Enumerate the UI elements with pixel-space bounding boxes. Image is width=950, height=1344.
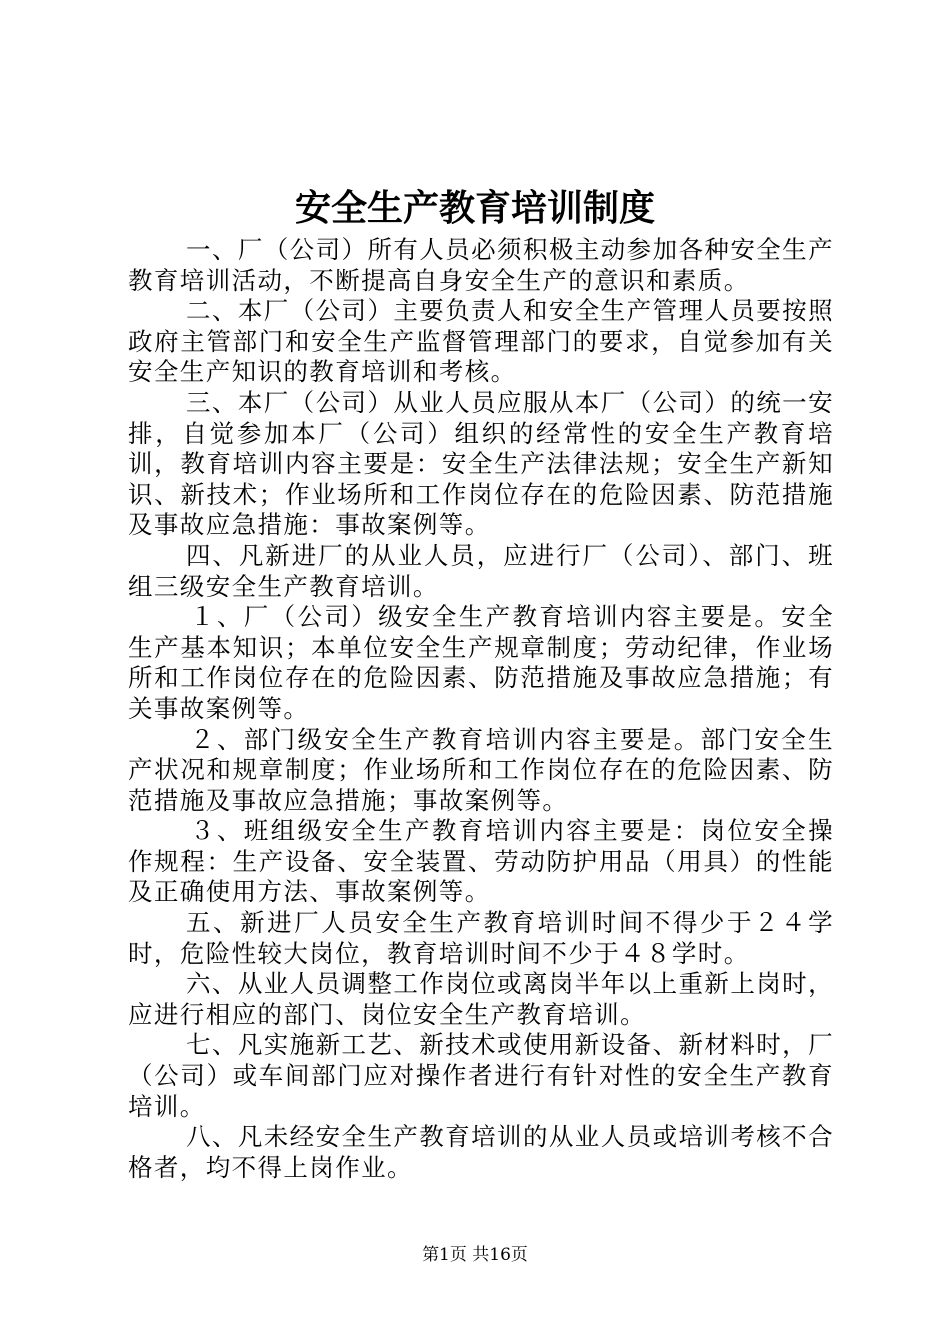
- page-footer: 第1页 共16页: [422, 1245, 528, 1265]
- paragraph-7: 七、凡实施新工艺、新技术或使用新设备、新材料时，厂（公司）或车间部门应对操作者进行有针对性的安全生产教育培训。: [128, 1030, 834, 1121]
- paragraph-1: 一、厂（公司）所有人员必须积极主动参加各种安全生产教育培训活动，不断提高自身安全生产的意识和素质。: [128, 235, 834, 295]
- paragraph-8: 八、凡未经安全生产教育培训的从业人员或培训考核不合格者，均不得上岗作业。: [128, 1122, 834, 1182]
- paragraph-2: 二、本厂（公司）主要负责人和安全生产管理人员要按照政府主管部门和安全生产监督管理部门的要求，自觉参加有关安全生产知识的教育培训和考核。: [128, 296, 834, 387]
- paragraph-6: 六、从业人员调整工作岗位或离岗半年以上重新上岗时，应进行相应的部门、岗位安全生产教育培训。: [128, 969, 834, 1029]
- paragraph-4-item-1: １、厂（公司）级安全生产教育培训内容主要是。安全生产基本知识；本单位安全生产规章制度；劳动纪律，作业场所和工作岗位存在的危险因素、防范措施及事故应急措施；有关事故案例等。: [128, 602, 834, 723]
- paragraph-4-item-3: ３、班组级安全生产教育培训内容主要是：岗位安全操作规程：生产设备、安全装置、劳动防护用品（用具）的性能及正确使用方法、事故案例等。: [128, 816, 834, 907]
- document-body: [128, 235, 834, 1183]
- paragraph-4: 四、凡新进厂的从业人员，应进行厂（公司）、部门、班组三级安全生产教育培训。: [128, 540, 834, 601]
- document-title: 安全生产教育培训制度: [294, 187, 655, 229]
- paragraph-3: 三、本厂（公司）从业人员应服从本厂（公司）的统一安排，自觉参加本厂（公司）组织的经常性的安全生产教育培训，教育培训内容主要是：安全生产法律法规；安全生产新知识、新技术；作业场所和工作岗位存在的危险因素、防范措施及事故应急措施：事故案例等。: [128, 387, 834, 540]
- paragraph-5: 五、新进厂人员安全生产教育培训时间不得少于２４学时，危险性较大岗位，教育培训时间不少于４８学时。: [128, 908, 834, 968]
- paragraph-4-item-2: ２、部门级安全生产教育培训内容主要是。部门安全生产状况和规章制度；作业场所和工作岗位存在的危险因素、防范措施及事故应急措施；事故案例等。: [128, 724, 834, 815]
